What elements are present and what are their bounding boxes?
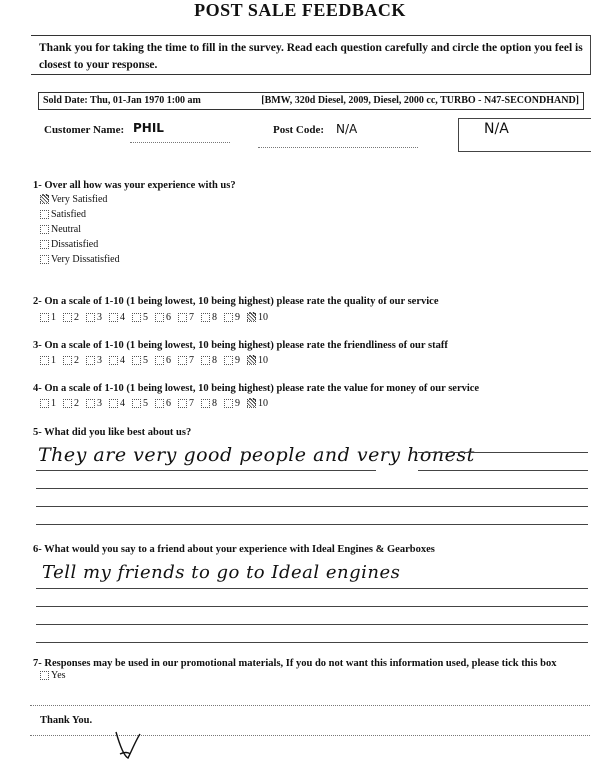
q2-option-5[interactable]: 5 (132, 312, 148, 323)
intro-text: Thank you for taking the time to fill in the survey. Read each question carefully and circle the option you feel is closest to your response. (39, 42, 583, 71)
postcode-value[interactable]: N/A (336, 122, 358, 136)
q2-option-2[interactable]: 2 (63, 312, 79, 323)
checkbox[interactable] (40, 313, 49, 322)
q4-option-4[interactable]: 4 (109, 398, 125, 409)
signature-mark (110, 728, 160, 760)
checkbox[interactable] (40, 240, 49, 249)
page-title: POST SALE FEEDBACK (194, 0, 406, 20)
q3-option-5[interactable]: 5 (132, 355, 148, 366)
checkbox[interactable] (63, 313, 72, 322)
checkbox[interactable] (155, 356, 164, 365)
reference-box (458, 118, 591, 152)
q4-option-3[interactable]: 3 (86, 398, 102, 409)
question-2: 2- On a scale of 1-10 (1 being lowest, 10 being highest) please rate the quality of our service (33, 296, 439, 307)
q2-option-1[interactable]: 1 (40, 312, 56, 323)
checkbox[interactable] (40, 356, 49, 365)
q4-option-5[interactable]: 5 (132, 398, 148, 409)
q6-handwritten-answer[interactable]: Tell my friends to go to Ideal engines (42, 562, 401, 583)
q2-option-4[interactable]: 4 (109, 312, 125, 323)
checkbox[interactable] (201, 356, 210, 365)
checkbox[interactable] (155, 313, 164, 322)
reference-box-value[interactable]: N/A (484, 121, 509, 137)
thank-you-text: Thank You. (40, 715, 93, 726)
q5-handwritten-answer[interactable]: They are very good people and very honest (38, 444, 475, 466)
checkbox[interactable] (40, 399, 49, 408)
q3-option-9[interactable]: 9 (224, 355, 240, 366)
q4-option-1[interactable]: 1 (40, 398, 56, 409)
sold-date: Sold Date: Thu, 01-Jan 1970 1:00 am (43, 95, 201, 106)
checkbox[interactable] (155, 399, 164, 408)
question-5: 5- What did you like best about us? (33, 427, 192, 438)
customer-name-value[interactable]: PHIL (133, 121, 164, 135)
customer-name-label: Customer Name: (44, 124, 125, 136)
q2-option-7[interactable]: 7 (178, 312, 194, 323)
checkbox[interactable] (109, 356, 118, 365)
checkbox[interactable] (40, 210, 49, 219)
q2-scale (40, 312, 275, 323)
intro-box (31, 35, 591, 75)
q3-option-7[interactable]: 7 (178, 355, 194, 366)
checkbox[interactable] (40, 255, 49, 264)
checkbox[interactable] (40, 225, 49, 234)
q4-scale (40, 398, 275, 409)
checkbox[interactable] (178, 356, 187, 365)
q3-option-8[interactable]: 8 (201, 355, 217, 366)
q2-option-8[interactable]: 8 (201, 312, 217, 323)
q1-option-satisfied[interactable]: Satisfied (40, 207, 120, 222)
q2-option-3[interactable]: 3 (86, 312, 102, 323)
checkbox[interactable] (86, 356, 95, 365)
checkbox[interactable] (132, 313, 141, 322)
question-6: 6- What would you say to a friend about your experience with Ideal Engines & Gearboxes (33, 544, 435, 555)
q1-option-dissatisfied[interactable]: Dissatisfied (40, 237, 120, 252)
checkbox[interactable] (201, 399, 210, 408)
q3-option-2[interactable]: 2 (63, 355, 79, 366)
q2-option-6[interactable]: 6 (155, 312, 171, 323)
q7-option-yes[interactable]: Yes (40, 668, 66, 683)
checkbox-checked[interactable] (247, 313, 256, 322)
postcode-label: Post Code: (273, 124, 325, 136)
checkbox[interactable] (86, 313, 95, 322)
checkbox[interactable] (40, 671, 49, 680)
checkbox[interactable] (132, 399, 141, 408)
q1-option-very-dissatisfied[interactable]: Very Dissatisfied (40, 252, 120, 267)
q1-option-neutral[interactable]: Neutral (40, 222, 120, 237)
checkbox[interactable] (86, 399, 95, 408)
q4-option-7[interactable]: 7 (178, 398, 194, 409)
q1-options (40, 192, 120, 267)
question-4: 4- On a scale of 1-10 (1 being lowest, 10 being highest) please rate the value for money of our service (33, 383, 480, 394)
question-7: 7- Responses may be used in our promotional materials, If you do not want this information used, please tick this box (33, 658, 557, 669)
q3-option-3[interactable]: 3 (86, 355, 102, 366)
q1-option-very-satisfied[interactable]: Very Satisfied (40, 192, 120, 207)
checkbox[interactable] (224, 399, 233, 408)
checkbox[interactable] (178, 313, 187, 322)
checkbox[interactable] (109, 399, 118, 408)
q2-option-9[interactable]: 9 (224, 312, 240, 323)
q3-scale (40, 355, 275, 366)
q4-option-10[interactable]: 10 (247, 398, 268, 409)
checkbox[interactable] (201, 313, 210, 322)
q3-option-6[interactable]: 6 (155, 355, 171, 366)
q4-option-8[interactable]: 8 (201, 398, 217, 409)
checkbox[interactable] (132, 356, 141, 365)
vehicle-details: [BMW, 320d Diesel, 2009, Diesel, 2000 cc, TURBO - N47-SECONDHAND] (261, 95, 579, 106)
checkbox[interactable] (63, 356, 72, 365)
question-1: 1- Over all how was your experience with us? (33, 180, 236, 191)
checkbox-checked[interactable] (247, 399, 256, 408)
q4-option-2[interactable]: 2 (63, 398, 79, 409)
q3-option-4[interactable]: 4 (109, 355, 125, 366)
checkbox-checked[interactable] (247, 356, 256, 365)
q4-option-9[interactable]: 9 (224, 398, 240, 409)
q3-option-10[interactable]: 10 (247, 355, 268, 366)
question-3: 3- On a scale of 1-10 (1 being lowest, 10 being highest) please rate the friendliness of our staff (33, 340, 448, 351)
checkbox[interactable] (109, 313, 118, 322)
checkbox[interactable] (224, 356, 233, 365)
checkbox[interactable] (63, 399, 72, 408)
q2-option-10[interactable]: 10 (247, 312, 268, 323)
checkbox-checked[interactable] (40, 195, 49, 204)
checkbox[interactable] (178, 399, 187, 408)
q4-option-6[interactable]: 6 (155, 398, 171, 409)
q3-option-1[interactable]: 1 (40, 355, 56, 366)
checkbox[interactable] (224, 313, 233, 322)
sale-info-bar (38, 92, 584, 110)
